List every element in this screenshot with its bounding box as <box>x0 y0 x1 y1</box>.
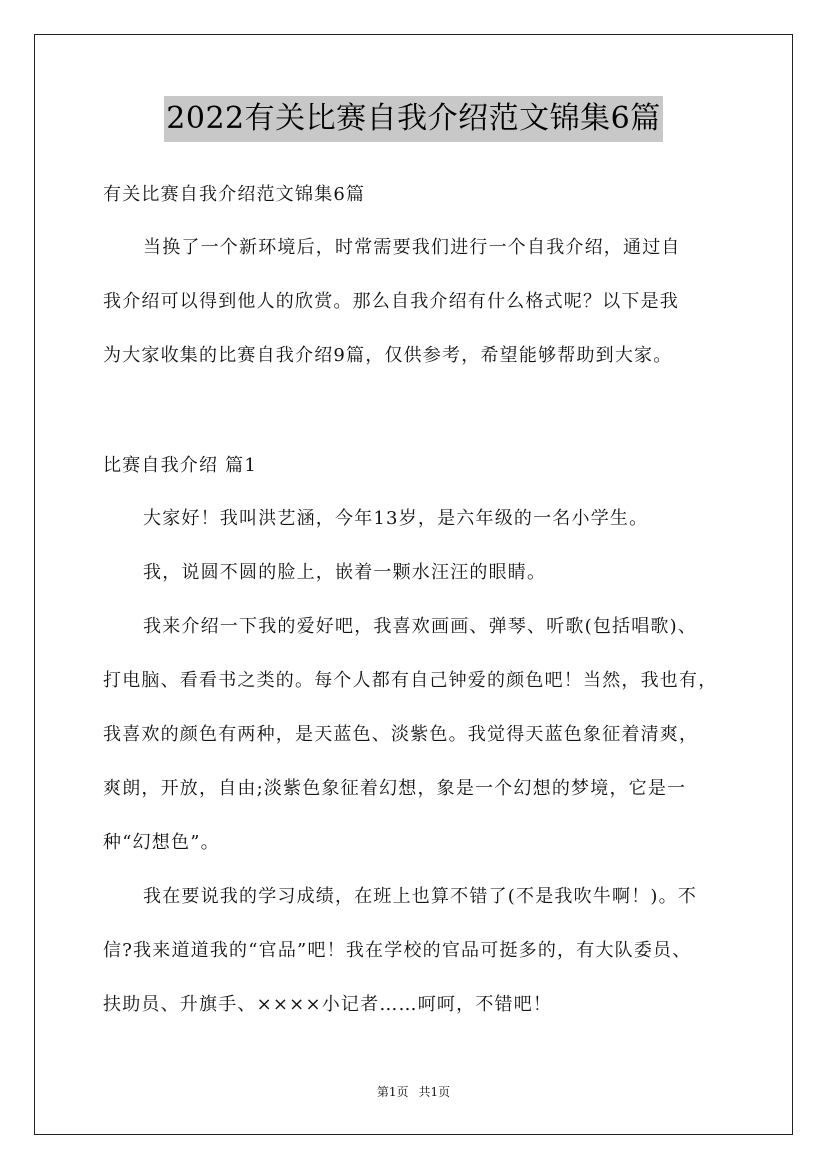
intro-line-2: 我介绍可以得到他人的欣赏。那么自我介绍有什么格式呢？以下是我 <box>103 291 679 312</box>
section-heading: 比赛自我介绍 篇1 <box>103 455 257 476</box>
body-line-6: 爽朗，开放，自由;淡紫色象征着幻想，象是一个幻想的梦境，它是一 <box>103 778 687 799</box>
title-container <box>0 96 827 142</box>
page-number: 第1页 <box>376 1085 409 1099</box>
body-line-8: 我在要说我的学习成绩，在班上也算不错了(不是我吹牛啊！)。不 <box>143 886 698 907</box>
page-total: 共1页 <box>418 1085 451 1099</box>
page-footer <box>0 1084 827 1100</box>
intro-line-3: 为大家收集的比赛自我介绍9篇，仅供参考，希望能够帮助到大家。 <box>103 345 673 366</box>
body-line-9: 信?我来道道我的“官品”吧！我在学校的官品可挺多的，有大队委员、 <box>103 940 692 961</box>
document-title: 2022有关比赛自我介绍范文锦集6篇 <box>164 96 662 142</box>
subtitle: 有关比赛自我介绍范文锦集6篇 <box>103 184 366 205</box>
body-line-2: 我，说圆不圆的脸上，嵌着一颗水汪汪的眼睛。 <box>143 562 547 583</box>
body-line-7: 种“幻想色”。 <box>103 832 220 853</box>
body-line-5: 我喜欢的颜色有两种，是天蓝色、淡紫色。我觉得天蓝色象征着清爽， <box>103 724 699 745</box>
body-line-4: 打电脑、看看书之类的。每个人都有自己钟爱的颜色吧！当然，我也有， <box>103 670 718 691</box>
body-line-10: 扶助员、升旗手、××××小记者……呵呵，不错吧！ <box>103 994 553 1015</box>
intro-line-1: 当换了一个新环境后，时常需要我们进行一个自我介绍，通过自 <box>143 237 681 258</box>
body-line-1: 大家好！我叫洪艺涵，今年13岁，是六年级的一名小学生。 <box>143 508 649 529</box>
body-line-3: 我来介绍一下我的爱好吧，我喜欢画画、弹琴、听歌(包括唱歌)、 <box>143 616 698 637</box>
